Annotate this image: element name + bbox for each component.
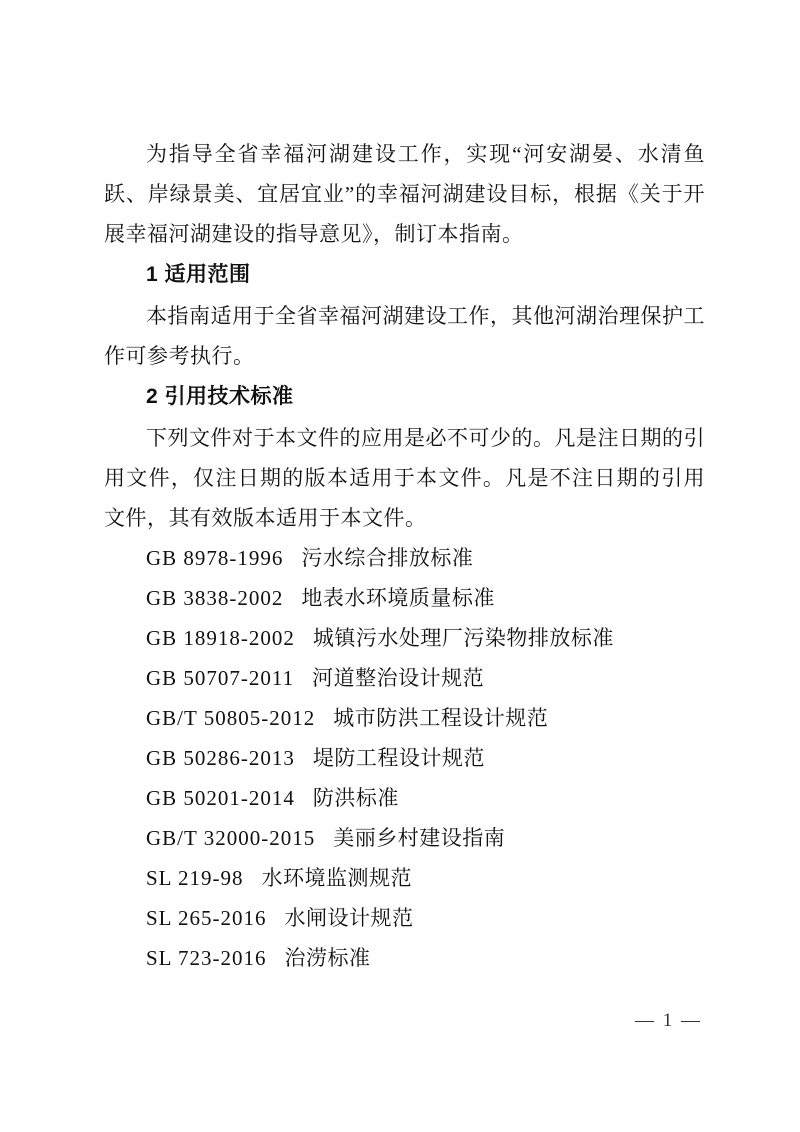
standard-item	[104, 898, 705, 938]
standard-name: 河道整治设计规范	[312, 666, 485, 690]
standard-code: GB 18918-2002	[146, 626, 295, 650]
standard-item	[104, 578, 705, 618]
standard-code: GB/T 32000-2015	[146, 826, 316, 850]
standard-item	[104, 698, 705, 738]
section-1-body: 本指南适用于全省幸福河湖建设工作，其他河湖治理保护工作可参考执行。	[104, 304, 705, 368]
standard-item	[104, 538, 705, 578]
standard-name: 污水综合排放标准	[301, 546, 474, 570]
standard-item	[104, 738, 705, 778]
section-1-heading: 1 适用范围	[146, 263, 251, 286]
standard-code: SL 219-98	[146, 866, 244, 890]
standard-name: 治涝标准	[284, 946, 371, 970]
standard-item	[104, 818, 705, 858]
standard-code: GB 50707-2011	[146, 666, 295, 690]
standard-name: 美丽乡村建设指南	[333, 826, 506, 850]
standard-code: GB 8978-1996	[146, 546, 284, 570]
standard-code: GB/T 50805-2012	[146, 706, 316, 730]
standards-list	[104, 538, 705, 978]
standard-name: 城市防洪工程设计规范	[333, 706, 549, 730]
standard-item	[104, 858, 705, 898]
standard-code: SL 265-2016	[146, 906, 267, 930]
standard-code: GB 50201-2014	[146, 786, 295, 810]
standard-name: 城镇污水处理厂污染物排放标准	[312, 626, 614, 650]
standard-name: 堤防工程设计规范	[312, 746, 485, 770]
standard-item	[104, 938, 705, 978]
document-content	[104, 134, 705, 978]
standard-name: 水闸设计规范	[284, 906, 414, 930]
standard-name: 地表水环境质量标准	[301, 586, 495, 610]
standard-item	[104, 618, 705, 658]
page-number: — 1 —	[635, 1010, 702, 1031]
section-2-body: 下列文件对于本文件的应用是必不可少的。凡是注日期的引用文件，仅注日期的版本适用于本文件。凡是不注日期的引用文件，其有效版本适用于本文件。	[104, 426, 705, 530]
section-2-heading: 2 引用技术标准	[146, 385, 294, 408]
standard-item	[104, 778, 705, 818]
standard-name: 防洪标准	[312, 786, 399, 810]
intro-paragraph: 为指导全省幸福河湖建设工作，实现“河安湖晏、水清鱼跃、岸绿景美、宜居宜业”的幸福河湖建设目标，根据《关于开展幸福河湖建设的指导意见》，制订本指南。	[104, 142, 705, 246]
standard-code: SL 723-2016	[146, 946, 267, 970]
standard-code: GB 50286-2013	[146, 746, 295, 770]
standard-name: 水环境监测规范	[261, 866, 412, 890]
standard-code: GB 3838-2002	[146, 586, 284, 610]
standard-item	[104, 658, 705, 698]
